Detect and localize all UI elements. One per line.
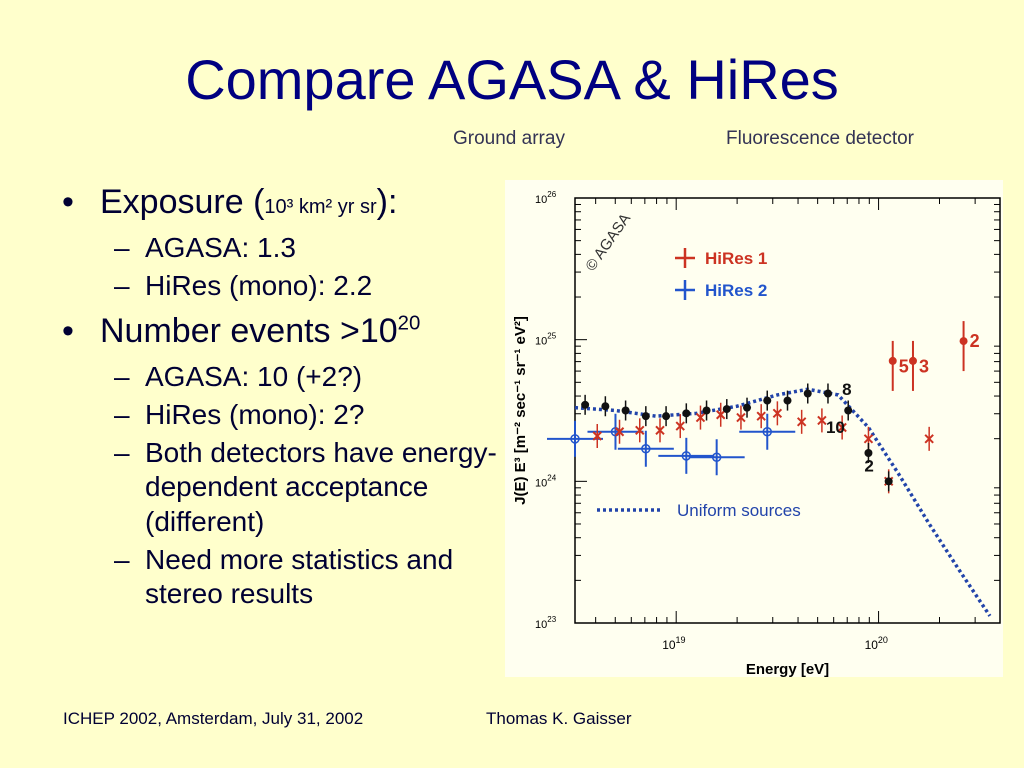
bullet-list bbox=[62, 182, 502, 615]
x-tick-label bbox=[865, 635, 888, 652]
events-exponent: 20 bbox=[397, 312, 421, 335]
x-tick-base: 10 bbox=[864, 638, 878, 652]
sub-bullet bbox=[62, 436, 502, 538]
agasa-point bbox=[763, 397, 771, 405]
legend-label: HiRes 2 bbox=[705, 281, 768, 300]
x-tick-label bbox=[662, 635, 685, 652]
sub-bullet bbox=[62, 543, 502, 611]
y-tick-label bbox=[535, 615, 557, 631]
agasa-count-label: 10 bbox=[825, 418, 845, 438]
footer-conference: ICHEP 2002, Amsterdam, July 31, 2002 bbox=[63, 709, 364, 728]
y-axis-label: J(E) E³ [m⁻² sec⁻¹ sr⁻¹ eV²] bbox=[512, 316, 529, 505]
y-tick-base: 10 bbox=[535, 477, 548, 490]
agasa-point bbox=[723, 405, 731, 413]
events-lead: Number events >10 bbox=[100, 312, 398, 351]
agasa-point bbox=[601, 402, 609, 410]
uniform-sources-label: Uniform sources bbox=[677, 501, 801, 520]
sub-bullet bbox=[62, 269, 502, 303]
agasa-point bbox=[824, 390, 832, 398]
bullet-events bbox=[62, 311, 502, 352]
exposure-lead: Exposure ( bbox=[100, 183, 265, 221]
agasa-point bbox=[703, 407, 711, 415]
bullet-exposure bbox=[62, 182, 502, 223]
legend-label: HiRes 1 bbox=[705, 249, 768, 268]
agasa-point bbox=[743, 404, 751, 412]
exposure-units: 10³ km² yr sr bbox=[264, 196, 377, 218]
footer-author: Thomas K. Gaisser bbox=[486, 709, 632, 728]
hires1-count-label: 5 bbox=[898, 356, 909, 377]
sub-bullet-text: HiRes (mono): 2? bbox=[145, 399, 365, 431]
dash-glyph: – bbox=[114, 360, 130, 392]
y-tick-base: 10 bbox=[535, 619, 548, 631]
agasa-point bbox=[662, 412, 670, 420]
dash-glyph: – bbox=[114, 231, 130, 263]
hires1-count-label: 2 bbox=[969, 330, 980, 351]
agasa-point bbox=[885, 477, 893, 485]
bullet-glyph: • bbox=[62, 312, 74, 351]
y-tick-base: 10 bbox=[535, 335, 548, 348]
agasa-point bbox=[804, 390, 812, 398]
y-tick-exponent: 24 bbox=[547, 473, 557, 483]
sub-bullet-text: AGASA: 10 (+2?) bbox=[145, 360, 363, 392]
x-axis-label: Energy [eV] bbox=[745, 661, 830, 677]
y-tick-exponent: 26 bbox=[547, 190, 557, 199]
agasa-point bbox=[844, 407, 852, 415]
agasa-watermark: © AGASA bbox=[582, 210, 635, 275]
sub-bullet bbox=[62, 360, 502, 394]
dash-glyph: – bbox=[114, 269, 130, 301]
sub-bullet bbox=[62, 398, 502, 432]
x-tick-base: 10 bbox=[662, 638, 676, 652]
agasa-point bbox=[581, 401, 589, 409]
ground-array-label: Ground array bbox=[453, 128, 565, 149]
sub-bullet-text: AGASA: 1.3 bbox=[145, 231, 296, 263]
dash-glyph: – bbox=[114, 399, 130, 431]
dash-glyph: – bbox=[114, 543, 130, 575]
sub-bullet bbox=[62, 231, 502, 265]
exposure-tail: ): bbox=[376, 183, 398, 221]
agasa-point bbox=[622, 407, 630, 415]
y-tick-base: 10 bbox=[535, 194, 548, 206]
sub-bullet-text: Need more statistics and stereo results bbox=[145, 543, 454, 609]
y-tick-label bbox=[535, 190, 557, 206]
y-tick-label bbox=[535, 332, 557, 348]
hires1-count-label: 3 bbox=[919, 356, 930, 377]
slide-title: Compare AGASA & HiRes bbox=[185, 48, 839, 111]
y-tick-label bbox=[535, 473, 557, 489]
agasa-count-label: 8 bbox=[842, 379, 852, 399]
sub-bullet-text: Both detectors have energy-dependent acceptance (different) bbox=[145, 437, 497, 537]
bullet-glyph: • bbox=[62, 183, 74, 221]
spectrum-chart bbox=[505, 180, 1003, 677]
agasa-point bbox=[784, 397, 792, 405]
y-tick-exponent: 25 bbox=[547, 331, 557, 341]
agasa-count-label: 2 bbox=[864, 456, 874, 476]
dash-glyph: – bbox=[114, 437, 130, 469]
spectrum-chart-svg bbox=[505, 180, 1003, 677]
agasa-point bbox=[682, 409, 690, 417]
agasa-point bbox=[642, 412, 650, 420]
fluorescence-detector-label: Fluorescence detector bbox=[726, 128, 914, 149]
x-tick-exponent: 19 bbox=[675, 635, 686, 645]
sub-bullet-text: HiRes (mono): 2.2 bbox=[145, 269, 373, 301]
x-tick-exponent: 20 bbox=[877, 635, 888, 645]
y-tick-exponent: 23 bbox=[547, 615, 557, 624]
